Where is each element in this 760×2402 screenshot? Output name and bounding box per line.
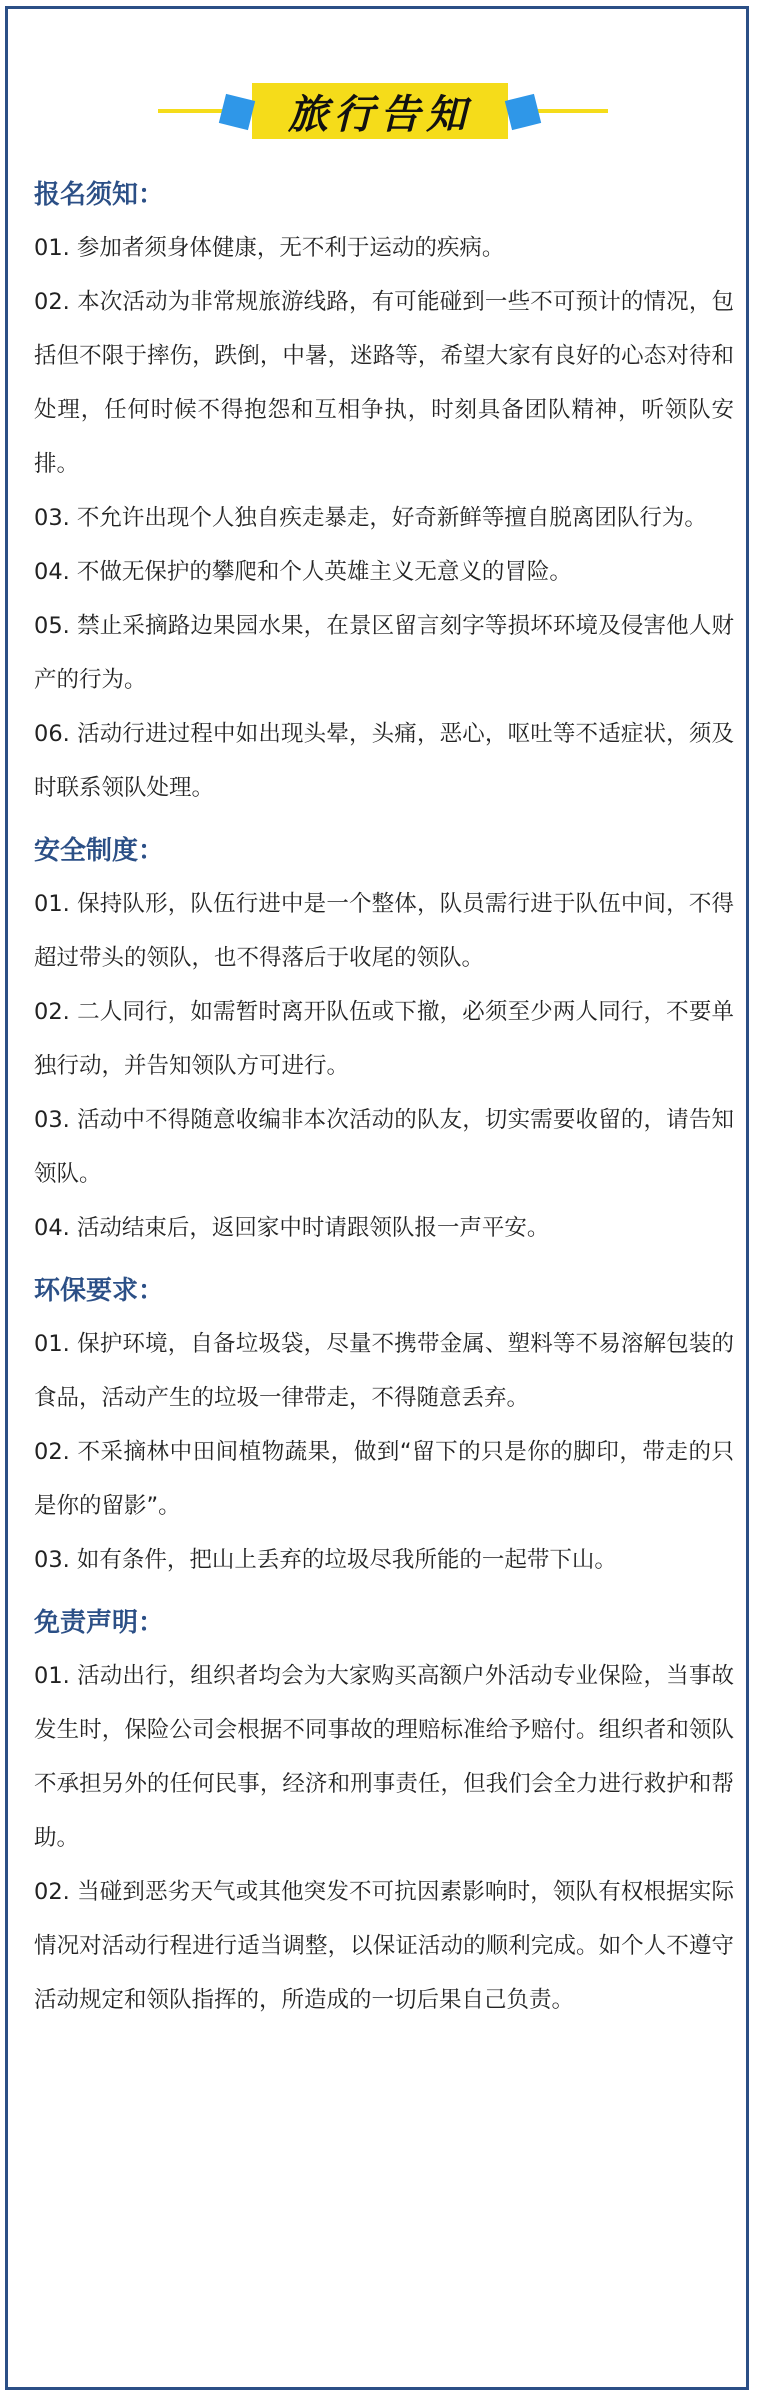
notice-item: 04. 活动结束后，返回家中时请跟领队报一声平安。 (34, 1215, 550, 1241)
section-registration (34, 177, 734, 815)
title-banner (8, 65, 752, 145)
notice-item: 03. 不允许出现个人独自疾走暴走，好奇新鲜等擅自脱离团队行为。 (34, 505, 707, 531)
title-decor-square-left (219, 94, 255, 130)
section-safety (34, 833, 734, 1255)
title-highlight (252, 83, 508, 139)
section-heading: 安全制度： (34, 836, 165, 866)
section-environment (34, 1273, 734, 1587)
notice-item: 01. 参加者须身体健康，无不利于运动的疾病。 (34, 235, 505, 261)
title-decor-square-right (505, 94, 541, 130)
notice-item: 02. 当碰到恶劣天气或其他突发不可抗因素影响时，领队有权根据实际情况对活动行程进行适当调整，以保证活动的顺利完成。如个人不遵守活动规定和领队指挥的，所造成的一切后果自己负责。 (34, 1879, 734, 2013)
title-decor-line-right (528, 109, 608, 113)
notice-item: 06. 活动行进过程中如出现头晕，头痛，恶心，呕吐等不适症状，须及时联系领队处理。 (34, 721, 734, 801)
section-disclaimer (34, 1605, 734, 2027)
notice-item: 02. 不采摘林中田间植物蔬果，做到“留下的只是你的脚印，带走的只是你的留影”。 (34, 1439, 734, 1519)
notice-item: 03. 如有条件，把山上丢弃的垃圾尽我所能的一起带下山。 (34, 1547, 617, 1573)
notice-item: 01. 保持队形，队伍行进中是一个整体，队员需行进于队伍中间，不得超过带头的领队，也不得落后于收尾的领队。 (34, 891, 734, 971)
section-heading: 免责声明： (34, 1608, 165, 1638)
section-heading: 报名须知： (34, 180, 165, 210)
notice-item: 02. 二人同行，如需暂时离开队伍或下撤，必须至少两人同行，不要单独行动，并告知领队方可进行。 (34, 999, 734, 1079)
page-title: 旅行告知 (288, 91, 472, 138)
notice-item: 04. 不做无保护的攀爬和个人英雄主义无意义的冒险。 (34, 559, 572, 585)
notice-item: 01. 活动出行，组织者均会为大家购买高额户外活动专业保险，当事故发生时，保险公司会根据不同事故的理赔标准给予赔付。组织者和领队不承担另外的任何民事，经济和刑事责任，但我们会全力进行救护和帮助。 (34, 1663, 734, 1851)
notice-item: 02. 本次活动为非常规旅游线路，有可能碰到一些不可预计的情况，包括但不限于摔伤，跌倒，中暑，迷路等，希望大家有良好的心态对待和处理，任何时候不得抱怨和互相争执，时刻具备团队精神，听领队安排。 (34, 289, 734, 477)
notice-content (34, 177, 734, 2027)
notice-item: 03. 活动中不得随意收编非本次活动的队友，切实需要收留的，请告知领队。 (34, 1107, 734, 1187)
notice-item: 05. 禁止采摘路边果园水果，在景区留言刻字等损坏环境及侵害他人财产的行为。 (34, 613, 734, 693)
section-heading: 环保要求： (34, 1276, 165, 1306)
notice-frame (5, 6, 749, 2390)
notice-item: 01. 保护环境，自备垃圾袋，尽量不携带金属、塑料等不易溶解包装的食品，活动产生的垃圾一律带走，不得随意丢弃。 (34, 1331, 734, 1411)
